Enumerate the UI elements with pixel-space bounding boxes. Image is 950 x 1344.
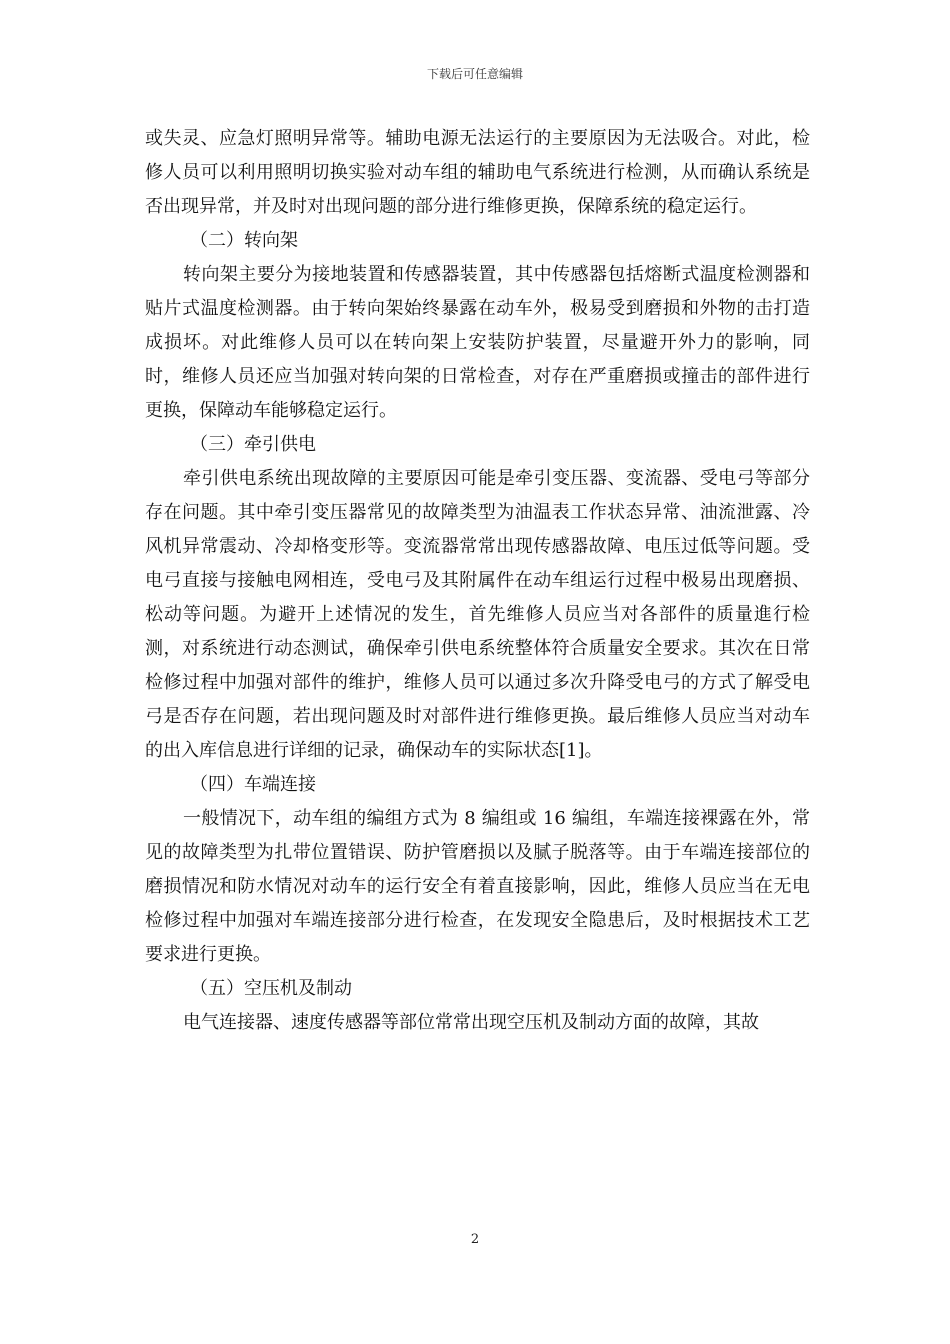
- paragraph-bogie: 转向架主要分为接地装置和传感器装置，其中传感器包括熔断式温度检测器和贴片式温度检测器。由于转向架始终暴露在动车外，极易受到磨损和外物的击打造成损坏。对此维修人员可以在转向架上安装防护装置，尽量避开外力的影响，同时，维修人员还应当加强对转向架的日常检查，对存在严重磨损或撞击的部件进行更换，保障动车能够稳定运行。: [145, 264, 810, 421]
- paragraph-car-end-connection: 一般情况下，动车组的编组方式为 8 编组或 16 编组，车端连接裸露在外，常见的故障类型为扎带位置错误、防护管磨损以及腻子脱落等。由于车端连接部位的磨损情况和防水情况对动车的运行安全有着直接影响，因此，维修人员应当在无电检修过程中加强对车端连接部分进行检查，在发现安全隐患后，及时根据技术工艺要求进行更换。: [145, 808, 810, 965]
- section-heading-traction-power: （三）牵引供电: [190, 434, 316, 455]
- section-heading-compressor-brake: （五）空压机及制动: [190, 978, 352, 999]
- section-heading-car-end-connection: （四）车端连接: [190, 774, 316, 795]
- page-number: 2: [470, 1232, 480, 1247]
- section-heading-bogie: （二）转向架: [190, 230, 298, 251]
- paragraph-compressor-brake: 电气连接器、速度传感器等部位常常出现空压机及制动方面的故障，其故: [183, 1012, 759, 1033]
- paragraph-traction-power: 牵引供电系统出现故障的主要原因可能是牵引变压器、变流器、受电弓等部分存在问题。其中牵引变压器常见的故障类型为油温表工作状态异常、油流泄露、冷风机异常震动、冷却格变形等。变流器常常出现传感器故障、电压过低等问题。受电弓直接与接触电网相连，受电弓及其附属件在动车组运行过程中极易出现磨损、松动等问题。为避开上述情况的发生，首先维修人员应当对各部件的质量進行检测，对系统进行动态测试，确保牵引供电系统整体符合质量安全要求。其次在日常检修过程中加强对部件的维护，维修人员可以通过多次升降受电弓的方式了解受电弓是否存在问题，若出现问题及时对部件进行维修更换。最后维修人员应当对动车的出入库信息进行详细的记录，确保动车的实际状态[1]。: [145, 468, 810, 761]
- page-header: 下载后可任意编辑: [426, 67, 523, 81]
- paragraph-auxiliary-power: 或失灵、应急灯照明异常等。辅助电源无法运行的主要原因为无法吸合。对此，检修人员可以利用照明切换实验对动车组的辅助电气系统进行检测，从而确认系统是否出现异常，并及时对出现问题的部分进行维修更换，保障系统的稳定运行。: [145, 128, 810, 217]
- document-body: [145, 122, 810, 1040]
